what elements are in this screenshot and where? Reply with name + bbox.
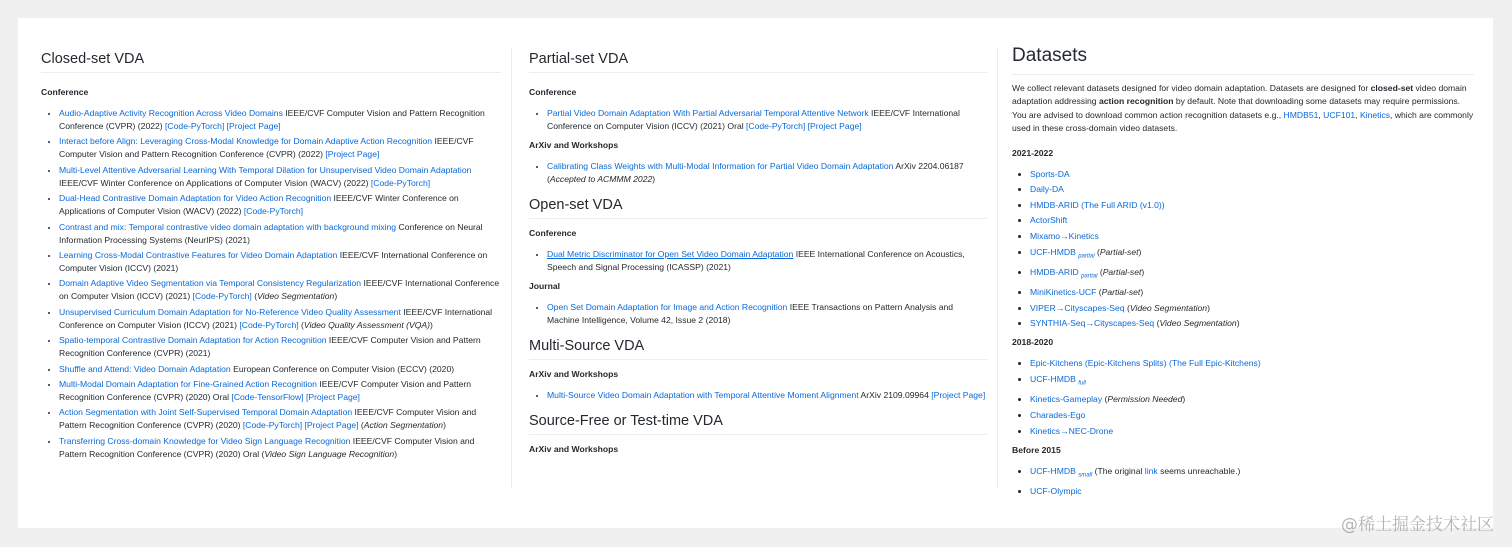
dataset-link[interactable]: Mixamo→Kinetics xyxy=(1030,231,1099,241)
dataset-task-tag: Partial-set xyxy=(1101,287,1141,298)
intro-text: video domain adaptation addressing xyxy=(1012,83,1467,107)
paper-text: ) xyxy=(394,448,398,459)
paper-item xyxy=(59,406,501,432)
dataset-text: ( xyxy=(1102,394,1108,405)
paper-text: ) xyxy=(443,420,446,431)
multi-source-heading: Multi-Source VDA xyxy=(529,337,987,360)
dataset-text: ) xyxy=(1182,394,1186,405)
partial-conference-list xyxy=(529,107,987,133)
dataset-link[interactable]: UCF101 xyxy=(1323,109,1356,120)
dataset-subscript: full xyxy=(1078,380,1086,387)
paper-venue: IEEE/CVF Winter Conference on Applications of Computer Vision (WACV) (2022) xyxy=(59,177,371,188)
paper-title-link[interactable]: Unsupervised Curriculum Domain Adaptation for No-Reference Video Quality Assessment xyxy=(59,306,401,317)
dataset-link[interactable]: UCF-HMDB xyxy=(1030,246,1079,257)
dataset-text: seems unreachable.) xyxy=(1157,465,1241,476)
dataset-link[interactable]: Kinetics→NEC-Drone xyxy=(1030,425,1114,436)
column-divider xyxy=(511,48,512,488)
paper-venue: ArXiv 2204.06187 ( xyxy=(547,161,964,184)
dataset-text: ( xyxy=(1096,287,1102,298)
datasets-column xyxy=(1012,44,1474,500)
paper-resource-link[interactable]: [Code-PyTorch] xyxy=(192,291,252,302)
dataset-text: ( xyxy=(1154,318,1160,329)
paper-title-link[interactable]: Multi-Level Attentive Adversarial Learning With Temporal Dilation for Unsupervised Video Domain Adaptation xyxy=(59,164,472,175)
paper-item xyxy=(59,107,501,133)
intro-text: by default. Note that downloading some datasets may require permissions. You are advised to download common action recognition datasets e.g., xyxy=(1012,96,1461,120)
dataset-task-tag: Video Segmentation xyxy=(1159,318,1237,329)
paper-resource-link[interactable]: [Code-TensorFlow] xyxy=(231,391,304,402)
partial-arxiv-label: ArXiv and Workshops xyxy=(529,140,619,150)
dataset-link[interactable]: UCF-Olympic xyxy=(1030,485,1082,496)
paper-resource-link[interactable]: [Project Page] xyxy=(304,420,359,431)
paper-item xyxy=(59,277,501,303)
paper-resource-link[interactable]: [Project Page] xyxy=(931,390,986,400)
paper-text: ( xyxy=(358,420,364,431)
dataset-link[interactable]: Charades-Ego xyxy=(1030,409,1086,420)
paper-title-link[interactable]: Open Set Domain Adaptation for Image and Action Recognition xyxy=(547,302,788,312)
paper-title-link[interactable]: Spatio-temporal Contrastive Domain Adaptation for Action Recognition xyxy=(59,335,327,346)
paper-task-tag: Video Quality Assessment (VQA) xyxy=(303,319,430,330)
closed-paper-list xyxy=(41,107,501,461)
paper-venue: ArXiv 2109.09964 xyxy=(858,390,932,400)
paper-text: ( xyxy=(298,319,304,330)
paper-item xyxy=(59,249,501,275)
datasets-intro xyxy=(1012,82,1474,136)
dataset-subscript: partial xyxy=(1078,253,1095,260)
dataset-item xyxy=(1030,373,1474,391)
paper-venue: European Conference on Computer Vision (ECCV) (2020) xyxy=(230,363,455,374)
paper-item xyxy=(59,363,501,376)
dataset-task-tag: Partial-set xyxy=(1099,246,1139,257)
paper-item xyxy=(59,221,501,247)
intro-text: , which are commonly used in these cross-domain video datasets. xyxy=(1012,109,1474,134)
dataset-task-tag: Partial-set xyxy=(1102,266,1142,277)
dataset-text: (The original xyxy=(1092,465,1145,476)
paper-venue: IEEE/CVF Computer Vision and Pattern Recognition Conference (CVPR) (2022) xyxy=(59,136,474,160)
paper-venue: IEEE/CVF International Conference on Computer Vision (ICCV) (2021) xyxy=(59,249,488,273)
paper-title-link[interactable]: Contrast and mix: Temporal contrastive video domain adaptation with background mixing xyxy=(59,221,397,232)
dataset-item xyxy=(1030,286,1474,299)
paper-item xyxy=(59,192,501,218)
paper-resource-link[interactable]: [Project Page] xyxy=(325,149,380,160)
dataset-link[interactable]: VIPER→Cityscapes-Seq xyxy=(1030,302,1125,313)
paper-item xyxy=(547,248,987,274)
paper-title-link[interactable]: Interact before Align: Leveraging Cross-Modal Knowledge for Domain Adaptive Action Recognition xyxy=(59,136,433,147)
paper-text: ) xyxy=(652,174,656,184)
partial-conference-label: Conference xyxy=(529,87,577,97)
multi-source-arxiv-list xyxy=(529,389,987,402)
paper-venue: IEEE/CVF Computer Vision and Pattern Recognition Conference (CVPR) (2021) xyxy=(59,335,481,359)
dataset-item xyxy=(1030,183,1474,196)
dataset-item xyxy=(1030,465,1474,483)
readme-card xyxy=(18,18,1493,528)
dataset-link[interactable]: UCF-HMDB xyxy=(1030,465,1079,476)
partial-set-heading: Partial-set VDA xyxy=(529,50,987,73)
dataset-item xyxy=(1030,266,1474,284)
dataset-link[interactable]: UCF-HMDB xyxy=(1030,374,1079,384)
dataset-task-tag: Video Segmentation xyxy=(1129,302,1208,313)
dataset-list xyxy=(1012,168,1474,331)
paper-item xyxy=(547,389,987,402)
dataset-text: ( xyxy=(1094,246,1100,257)
closed-set-column xyxy=(41,50,501,463)
dataset-period-label: Before 2015 xyxy=(1012,444,1061,455)
dataset-item xyxy=(1030,317,1474,330)
dataset-item xyxy=(1030,425,1474,438)
dataset-period-label: 2018-2020 xyxy=(1012,337,1054,348)
dataset-item xyxy=(1030,485,1474,498)
dataset-item xyxy=(1030,302,1474,315)
dataset-link[interactable]: Kinetics-Gameplay xyxy=(1030,394,1103,405)
paper-item xyxy=(59,306,501,332)
dataset-text: ) xyxy=(1140,287,1144,298)
paper-resource-link[interactable]: [Code-PyTorch] xyxy=(239,319,299,330)
dataset-text: ) xyxy=(1236,318,1240,329)
dataset-text: ) xyxy=(1141,266,1145,277)
paper-venue: IEEE International Conference on Acoustics, Speech and Signal Processing (ICASSP) (2021) xyxy=(547,249,965,272)
dataset-link[interactable]: Epic-Kitchens (Epic-Kitchens Splits) (The Full Epic-Kitchens) xyxy=(1030,358,1261,369)
dataset-text: ) xyxy=(1138,246,1142,257)
paper-text: ) xyxy=(334,291,338,302)
paper-venue: IEEE/CVF International Conference on Computer Vision (ICCV) (2021) xyxy=(59,278,500,302)
paper-title-link[interactable]: Multi-Modal Domain Adaptation for Fine-Grained Action Recognition xyxy=(59,378,317,389)
paper-title-link[interactable]: Multi-Source Video Domain Adaptation with Temporal Attentive Moment Alignment xyxy=(547,390,859,400)
paper-item xyxy=(547,301,987,327)
paper-title-link[interactable]: Shuffle and Attend: Video Domain Adaptation xyxy=(59,363,231,374)
partial-arxiv-list xyxy=(529,160,987,186)
paper-item xyxy=(59,334,501,360)
paper-title-link[interactable]: Domain Adaptive Video Segmentation via Temporal Consistency Regularization xyxy=(59,278,362,289)
dataset-list xyxy=(1012,357,1474,437)
dataset-text: ( xyxy=(1124,302,1130,313)
open-journal-list xyxy=(529,301,987,327)
paper-text: ( xyxy=(251,291,258,302)
dataset-link[interactable]: MiniKinetics-UCF xyxy=(1030,287,1097,298)
dataset-link[interactable]: Daily-DA xyxy=(1030,184,1064,195)
dataset-link[interactable]: Sports-DA xyxy=(1030,168,1070,179)
paper-text: ) xyxy=(429,319,433,330)
watermark: @稀土掘金技术社区 xyxy=(1341,515,1494,535)
paper-venue: IEEE/CVF Computer Vision and Pattern Recognition Conference (CVPR) (2020) xyxy=(59,407,477,431)
paper-title-link[interactable]: Learning Cross-Modal Contrastive Features for Video Domain Adaptation xyxy=(59,249,338,260)
paper-venue: IEEE/CVF Computer Vision and Pattern Recognition Conference (CVPR) (2020) Oral ( xyxy=(59,435,475,459)
paper-item xyxy=(547,107,987,133)
column-divider xyxy=(997,48,998,488)
paper-title-link[interactable]: Dual Metric Discriminator for Open Set Video Domain Adaptation xyxy=(547,249,794,259)
paper-resource-link[interactable]: [Code-PyTorch] xyxy=(746,121,806,131)
dataset-subscript: partial xyxy=(1081,273,1098,280)
paper-task-tag: Video Segmentation xyxy=(257,291,335,302)
paper-resource-link[interactable]: [Code-PyTorch] xyxy=(243,206,304,217)
paper-item xyxy=(59,378,501,404)
dataset-subscript: small xyxy=(1078,472,1093,479)
open-set-heading: Open-set VDA xyxy=(529,196,987,219)
paper-item xyxy=(547,160,987,186)
datasets-heading: Datasets xyxy=(1012,44,1474,75)
intro-text: , xyxy=(1318,109,1324,120)
dataset-item xyxy=(1030,214,1474,227)
dataset-link[interactable]: SYNTHIA-Seq→Cityscapes-Seq xyxy=(1030,318,1155,329)
source-free-arxiv-label: ArXiv and Workshops xyxy=(529,444,619,454)
dataset-link[interactable]: Kinetics xyxy=(1359,109,1391,120)
paper-resource-link[interactable]: [Project Page] xyxy=(807,121,862,131)
paper-resource-link[interactable]: [Code-PyTorch] xyxy=(165,121,225,131)
open-journal-label: Journal xyxy=(529,281,561,291)
paper-item xyxy=(59,164,501,190)
paper-task-tag: Accepted to ACMMM 2022 xyxy=(549,174,653,184)
paper-title-link[interactable]: Calibrating Class Weights with Multi-Modal Information for Partial Video Domain Adaptation xyxy=(547,161,894,171)
intro-text: We collect relevant datasets designed for video domain adaptation. Datasets are designed for xyxy=(1012,83,1371,93)
paper-venue: IEEE/CVF International Conference on Computer Vision (ICCV) (2021) xyxy=(59,306,493,330)
open-conference-label: Conference xyxy=(529,228,577,238)
emphasis-text: action recognition xyxy=(1098,96,1174,107)
dataset-item xyxy=(1030,393,1474,406)
dataset-link[interactable]: link xyxy=(1144,465,1158,476)
paper-venue: IEEE/CVF Computer Vision and Pattern Recognition Conference (CVPR) (2020) Oral xyxy=(59,378,472,402)
paper-task-tag: Action Segmentation xyxy=(363,420,444,431)
closed-set-heading: Closed-set VDA xyxy=(41,50,501,73)
paper-venue: Conference on Neural Information Processing Systems (NeurIPS) (2021) xyxy=(59,221,483,245)
dataset-item xyxy=(1030,199,1474,212)
paper-resource-link[interactable]: [Code-PyTorch] xyxy=(370,177,431,188)
emphasis-text: closed-set xyxy=(1370,83,1414,93)
dataset-text: ) xyxy=(1207,302,1210,313)
paper-resource-link[interactable]: [Project Page] xyxy=(305,391,360,402)
dataset-item xyxy=(1030,409,1474,422)
dataset-link[interactable]: ActorShift xyxy=(1030,215,1068,226)
dataset-item xyxy=(1030,230,1474,243)
paper-title-link[interactable]: Action Segmentation with Joint Self-Supervised Temporal Domain Adaptation xyxy=(59,407,353,418)
paper-title-link[interactable]: Transferring Cross-domain Knowledge for Video Sign Language Recognition xyxy=(59,435,351,446)
dataset-period-label: 2021-2022 xyxy=(1012,147,1054,158)
dataset-link[interactable]: HMDB-ARID (The Full ARID (v1.0)) xyxy=(1030,199,1165,210)
source-free-heading: Source-Free or Test-time VDA xyxy=(529,412,987,435)
paper-title-link[interactable]: Audio-Adaptive Activity Recognition Across Video Domains xyxy=(59,108,283,118)
paper-venue: IEEE/CVF International Conference on Computer Vision (ICCV) (2021) Oral xyxy=(547,108,960,131)
dataset-item xyxy=(1030,357,1474,370)
dataset-link[interactable]: HMDB-ARID xyxy=(1030,266,1082,277)
dataset-task-tag: Permission Needed xyxy=(1107,394,1183,405)
dataset-list xyxy=(1012,465,1474,498)
dataset-text: ( xyxy=(1097,266,1103,277)
paper-title-link[interactable]: Dual-Head Contrastive Domain Adaptation for Video Action Recognition xyxy=(59,193,332,204)
paper-item xyxy=(59,435,501,461)
paper-resource-link[interactable]: [Code-PyTorch] xyxy=(242,420,303,431)
dataset-link[interactable]: HMDB51 xyxy=(1283,109,1319,120)
multi-source-arxiv-label: ArXiv and Workshops xyxy=(529,369,619,379)
closed-conference-label: Conference xyxy=(41,87,89,97)
dataset-item xyxy=(1030,168,1474,181)
dataset-groups xyxy=(1012,147,1474,498)
paper-title-link[interactable]: Partial Video Domain Adaptation With Partial Adversarial Temporal Attentive Network xyxy=(547,108,869,118)
paper-resource-link[interactable]: [Project Page] xyxy=(226,121,281,131)
paper-venue: IEEE/CVF Winter Conference on Applications of Computer Vision (WACV) (2022) xyxy=(59,193,459,217)
paper-venue: IEEE/CVF Computer Vision and Pattern Recognition Conference (CVPR) (2022) xyxy=(59,108,485,131)
paper-venue: IEEE Transactions on Pattern Analysis and Machine Intelligence, Volume 42, Issue 2 (2018) xyxy=(547,302,954,325)
intro-text: , xyxy=(1355,109,1360,120)
paper-item xyxy=(59,135,501,161)
open-conference-list xyxy=(529,248,987,274)
dataset-item xyxy=(1030,246,1474,264)
middle-column xyxy=(529,50,987,455)
paper-task-tag: Video Sign Language Recognition xyxy=(264,448,395,459)
